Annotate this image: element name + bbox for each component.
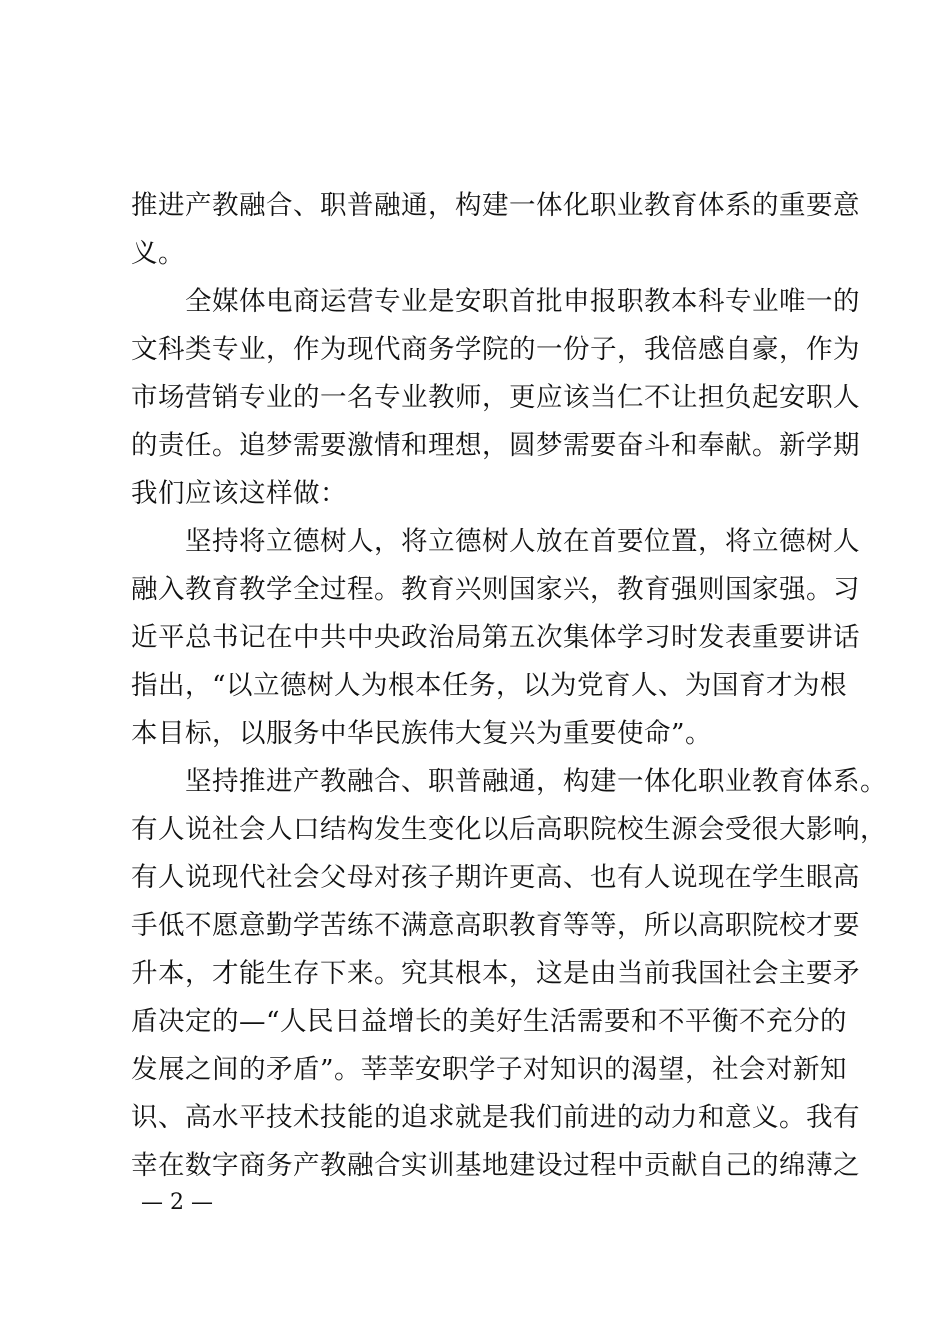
text-line-5: 市场营销专业的一名专业教师，更应该当仁不让担负起安职人 [131,382,860,413]
text-line-9: 融入教育教学全过程。教育兴则国家兴，教育强则国家强。习 [131,574,860,605]
text-line-1: 推进产教融合、职普融通，构建一体化职业教育体系的重要意 [131,190,860,221]
text-line-14: 有人说社会人口结构发生变化以后高职院校生源会受很大影响， [131,814,887,845]
text-line-6: 的责任。追梦需要激情和理想，圆梦需要奋斗和奉献。新学期 [131,430,860,461]
text-line-17: 升本，才能生存下来。究其根本，这是由当前我国社会主要矛 [131,958,860,989]
text-line-19: 发展之间的矛盾”。莘莘安职学子对知识的渴望，社会对新知 [131,1054,848,1085]
text-line-7: 我们应该这样做： [131,478,347,509]
text-line-2: 义。 [131,238,185,269]
text-line-13: 坚持推进产教融合、职普融通，构建一体化职业教育体系。 [131,766,887,797]
text-line-21: 幸在数字商务产教融合实训基地建设过程中贡献自己的绵薄之 [131,1150,860,1181]
text-line-12: 本目标，以服务中华民族伟大复兴为重要使命”。 [131,718,713,749]
page-number: — 2 — [141,1190,213,1215]
text-line-20: 识、高水平技术技能的追求就是我们前进的动力和意义。我有 [131,1102,860,1133]
text-line-16: 手低不愿意勤学苦练不满意高职教育等等，所以高职院校才要 [131,910,860,941]
text-line-3: 全媒体电商运营专业是安职首批申报职教本科专业唯一的 [131,286,860,317]
text-line-4: 文科类专业，作为现代商务学院的一份子，我倍感自豪，作为 [131,334,860,365]
text-line-8: 坚持将立德树人，将立德树人放在首要位置，将立德树人 [131,526,860,557]
text-line-11: 指出，“以立德树人为根本任务，以为党育人、为国育才为根 [131,670,848,701]
text-line-15: 有人说现代社会父母对孩子期许更高、也有人说现在学生眼高 [131,862,860,893]
text-line-18: 盾决定的—“人民日益增长的美好生活需要和不平衡不充分的 [131,1006,848,1037]
text-line-10: 近平总书记在中共中央政治局第五次集体学习时发表重要讲话 [131,622,860,653]
body-text [131,182,887,1190]
